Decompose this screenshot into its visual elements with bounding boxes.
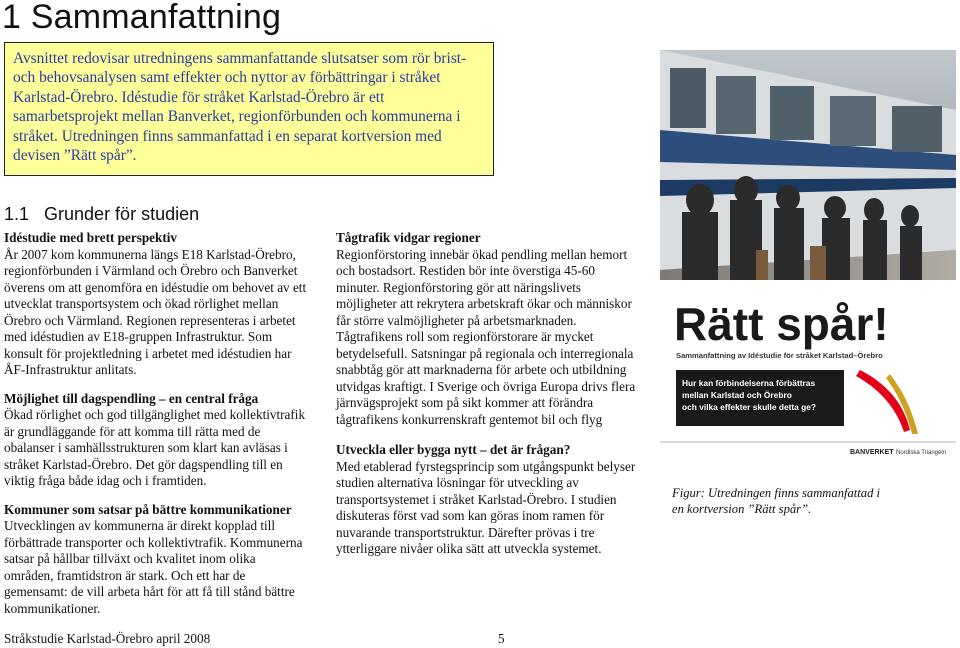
cover-question-line: och vilka effekter skulle detta ge? xyxy=(682,402,817,412)
body-line: Tågtrafikens roll som regionförstorare är mycket xyxy=(336,329,594,344)
body-line: nuvarande transportstruktur. Därefter prövas i tre xyxy=(336,524,595,540)
body-line: Utvecklingen av kommunerna är direkt kopplad till xyxy=(4,518,276,533)
page-number: 5 xyxy=(498,631,505,646)
cover-image xyxy=(660,50,956,470)
body-line: obalanser i samhällsstrukturen som klart kan avläsas i xyxy=(4,440,288,455)
cover-title: Rätt spår! xyxy=(674,298,889,350)
body-line: ÅF-Infrastruktur anlitats. xyxy=(4,362,137,377)
summary-box xyxy=(4,42,494,176)
body-line: Regionförstoring innebär ökad pendling mellan hemort xyxy=(336,246,628,262)
body-line: järnvägsprojekt som på sikt kommer att förändra xyxy=(336,395,594,410)
summary-line: samarbetsprojekt mellan Banverket, regionförbunden och kommunerna i xyxy=(13,108,461,126)
body-line: konsult för projektledning i arbetet med idéstudien har xyxy=(4,345,292,361)
body-line: överens om att genomföra en idéstudie om behovet av ett xyxy=(4,279,307,295)
cover-question-line: mellan Karlstad och Örebro xyxy=(682,390,792,400)
body-line: betydelsefull. Satsningar på regionala och interregionala xyxy=(336,345,634,361)
body-line: snabbtåg gör att marknaderna för arbete och utbildning xyxy=(336,362,627,377)
cover-subtitle: Sammanfattning av Idéstudie för stråket Karlstad–Örebro xyxy=(676,351,883,360)
cover-question-line: Hur kan förbindelserna förbättras xyxy=(682,378,816,388)
subheading: Tågtrafik vidgar regioner xyxy=(336,230,481,245)
summary-line: devisen ”Rätt spår”. xyxy=(13,147,137,165)
figure-caption xyxy=(672,486,932,517)
body-line: diskuteras först vad som kan göras inom ramen för xyxy=(336,508,605,523)
page-title: 1 Sammanfattning xyxy=(2,0,282,36)
body-line: satsar på hållbar tillväxt och kvalitet inom olika xyxy=(4,551,256,566)
body-line: studien alternativa lösningar för utveckling av xyxy=(336,475,579,490)
caption-line: en kortversion ”Rätt spår”. xyxy=(672,501,812,516)
body-line: kommunikationer. xyxy=(4,600,101,616)
left-column xyxy=(4,230,316,617)
body-line: Örebro och Värmland. Regionen representeras i arbetet xyxy=(4,312,296,328)
body-line: Med etablerad fyrstegsprincip som utgångspunkt belyser xyxy=(336,458,636,474)
body-line: är grundläggande för att komma till rätta med de xyxy=(4,423,261,439)
body-line: och bostadsort. Restiden bör inte överstiga 45-60 xyxy=(336,263,595,278)
subheading: Idéstudie med brett perspektiv xyxy=(4,230,178,245)
body-line: ytterliggare nivåer olika sätt att utveckla systemet. xyxy=(336,541,602,556)
body-line: minuter. Regionförstoring gör att näringslivets xyxy=(336,279,582,295)
banverket-logo: BANVERKET xyxy=(850,449,894,456)
summary-line: stråket. Utredningen finns sammanfattad i en separat kortversion med xyxy=(13,127,442,145)
subheading: Kommuner som satsar på bättre kommunikationer xyxy=(4,501,292,517)
body-line: områden, framtidstron är stark. Och ett har de xyxy=(4,567,246,583)
body-line: möjligheter att rekrytera arbetskraft ökar och människor xyxy=(336,296,632,311)
body-line: stråket Karlstad-Örebro. Det gör dagspendling till en xyxy=(4,456,283,472)
summary-line: och behovsanalysen samt effekter och nyttor av förbättringar i stråket xyxy=(13,69,441,87)
body-line: utvidgas kraftigt. I Sverige och övriga Europa drivs flera xyxy=(336,378,636,394)
subheading: Möjlighet till dagspendling – en central fråga xyxy=(4,390,259,406)
summary-line: Avsnittet redovisar utredningens sammanfattande slutsatser som rör brist- xyxy=(13,50,467,67)
body-line: får större valmöjligheter på arbetsmarknaden. xyxy=(336,312,577,328)
body-line: transportsystemet i stråket Karlstad-Örebro. I studien xyxy=(336,491,617,507)
footer-text: Stråkstudie Karlstad-Örebro april 2008 xyxy=(4,631,211,646)
summary-line: Karlstad-Örebro. Idéstudie för stråket Karlstad-Örebro är ett xyxy=(13,88,385,106)
body-line: gemensamt: de vill arbeta hårt för att få till stånd bättre xyxy=(4,584,295,599)
body-line: Ökad rörlighet och god tillgänglighet med kollektivtrafik xyxy=(4,407,306,422)
body-line: viktig fråga både idag och i framtiden. xyxy=(4,473,207,488)
section-heading: 1.1 Grunder för studien xyxy=(4,204,200,224)
caption-line: Figur: Utredningen finns sammanfattad i xyxy=(672,486,881,500)
nordiska-triangeln-logo: Nordiska Triangeln xyxy=(896,450,947,456)
body-line: med idéstudien av E18-gruppen Infrastruktur. Som xyxy=(4,329,273,344)
body-line: År 2007 kom kommunerna längs E18 Karlstad-Örebro, xyxy=(4,246,296,262)
body-line: utvecklat transportsystem och ökad rörlighet mellan xyxy=(4,296,279,311)
body-line: förbättrade transporter och kollektivtrafik. Kommunerna xyxy=(4,534,303,550)
subheading: Utveckla eller bygga nytt – det är frågan? xyxy=(336,442,571,457)
body-line: tågtrafikens konkurrenskraft gentemot bil och flyg xyxy=(336,411,603,427)
middle-column xyxy=(336,230,648,558)
body-line: regionförbunden i Värmland och Örebro och Banverket xyxy=(4,263,298,278)
